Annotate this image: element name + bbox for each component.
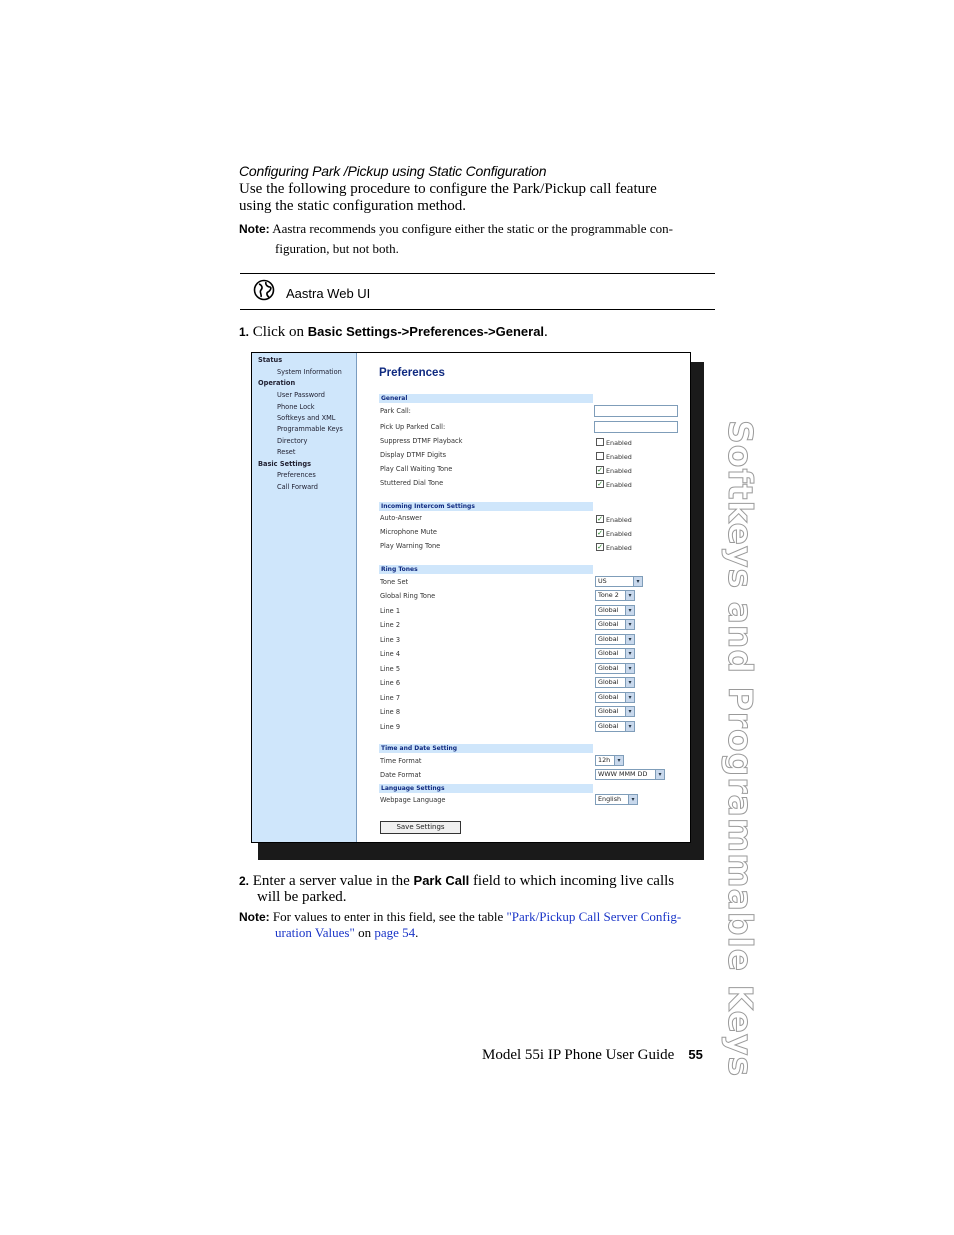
nav-operation[interactable]: Operation [258, 379, 296, 387]
line-select-value: Global [598, 722, 619, 730]
park-call-label: Park Call: [380, 407, 411, 415]
chevron-down-icon: ▾ [614, 756, 623, 765]
note-label: Note: [239, 910, 270, 924]
webpage-language-value: English [598, 795, 622, 803]
nav-basic-settings[interactable]: Basic Settings [258, 460, 311, 468]
line-select-value: Global [598, 635, 619, 643]
note-server-values [239, 909, 719, 941]
page-link[interactable]: page 54 [374, 925, 416, 940]
webpage-language-label: Webpage Language [380, 796, 446, 804]
line-7-select[interactable] [595, 692, 635, 703]
line-select-value: Global [598, 678, 619, 686]
banner-rule-bottom [240, 309, 715, 310]
chevron-down-icon: ▾ [625, 620, 634, 629]
step-1-text: Click on [252, 324, 308, 340]
auto-answer-checkbox[interactable]: ✓ [597, 515, 603, 523]
table-link[interactable]: "Park/Pickup Call Server Config- [506, 909, 682, 924]
chevron-down-icon: ▾ [625, 606, 634, 615]
chevron-down-icon: ▾ [625, 635, 634, 644]
step-1 [239, 324, 548, 341]
line-1-select[interactable] [595, 605, 635, 616]
line-2-label: Line 2 [380, 621, 401, 629]
nav-reset[interactable]: Reset [277, 448, 296, 456]
note-text-line-1: Aastra recommends you configure either the static or the programmable con- [272, 221, 673, 236]
time-format-label: Time Format [380, 757, 422, 765]
display-dtmf-checkbox[interactable] [596, 452, 604, 460]
chevron-down-icon: ▾ [625, 649, 634, 658]
line-5-label: Line 5 [380, 665, 401, 673]
date-format-value: WWW MMM DD [598, 770, 648, 778]
time-format-select[interactable] [595, 755, 624, 766]
play-call-waiting-checkbox[interactable]: ✓ [597, 466, 603, 474]
chevron-down-icon: ▾ [625, 678, 634, 687]
note-2-text: For values to enter in this field, see the table [272, 909, 507, 924]
web-ui-sidebar [252, 353, 357, 842]
line-4-select[interactable] [595, 648, 635, 659]
line-8-label: Line 8 [380, 708, 401, 716]
tone-set-value: US [598, 577, 607, 585]
line-1-label: Line 1 [380, 607, 401, 615]
date-format-label: Date Format [380, 771, 422, 779]
enabled-label: Enabled [606, 530, 632, 538]
stuttered-dial-checkbox[interactable]: ✓ [597, 480, 603, 488]
date-format-select[interactable] [595, 769, 665, 780]
nav-directory[interactable]: Directory [277, 437, 308, 445]
chevron-down-icon: ▾ [655, 770, 664, 779]
intro-paragraph [239, 181, 719, 215]
note-2-mid: on [354, 925, 375, 940]
page-number: 55 [688, 1047, 703, 1062]
chevron-down-icon: ▾ [625, 693, 634, 702]
nav-programmable-keys[interactable]: Programmable Keys [277, 425, 343, 433]
section-time-date: Time and Date Setting [379, 744, 593, 753]
nav-user-password[interactable]: User Password [277, 391, 325, 399]
line-select-value: Global [598, 606, 619, 614]
play-warning-label: Play Warning Tone [380, 542, 441, 550]
play-call-waiting-label: Play Call Waiting Tone [380, 465, 453, 473]
line-4-label: Line 4 [380, 650, 401, 658]
section-ring-tones: Ring Tones [379, 565, 593, 574]
global-ring-tone-label: Global Ring Tone [380, 592, 436, 600]
section-intercom: Incoming Intercom Settings [379, 502, 593, 511]
table-link-continued[interactable]: uration Values" [275, 925, 355, 940]
line-6-select[interactable] [595, 677, 635, 688]
nav-preferences[interactable]: Preferences [277, 471, 316, 479]
note-text-line-2: figuration, but not both. [275, 241, 399, 256]
line-9-select[interactable] [595, 721, 635, 732]
line-2-select[interactable] [595, 619, 635, 630]
note-label: Note: [239, 222, 270, 236]
enabled-label: Enabled [606, 544, 632, 552]
global-ring-tone-value: Tone 2 [598, 591, 619, 599]
nav-system-information[interactable]: System Information [277, 368, 342, 376]
tone-set-select[interactable] [595, 576, 643, 587]
chevron-down-icon: ▾ [625, 707, 634, 716]
chevron-down-icon: ▾ [633, 577, 642, 586]
banner-title: Aastra Web UI [286, 286, 371, 301]
enabled-label: Enabled [606, 467, 632, 475]
enabled-label: Enabled [606, 481, 632, 489]
chapter-title: Softkeys and Programmable Keys [721, 420, 760, 1078]
nav-softkeys-xml[interactable]: Softkeys and XML [277, 414, 336, 422]
chevron-down-icon: ▾ [628, 795, 637, 804]
footer-title: Model 55i IP Phone User Guide [482, 1047, 675, 1063]
intro-line-2: using the static configuration method. [239, 198, 467, 214]
intro-line-1: Use the following procedure to configure the Park/Pickup call feature [239, 181, 657, 197]
chapter-side-tab [700, 420, 790, 1078]
line-select-value: Global [598, 664, 619, 672]
step-2-line-2: will be parked. [257, 889, 347, 905]
park-call-field-name: Park Call [413, 873, 470, 888]
display-dtmf-label: Display DTMF Digits [380, 451, 447, 459]
play-warning-checkbox[interactable]: ✓ [597, 543, 603, 551]
nav-status[interactable]: Status [258, 356, 283, 364]
web-ui-screenshot [251, 352, 691, 843]
pickup-parked-call-input[interactable] [594, 421, 678, 433]
global-ring-tone-select[interactable] [595, 590, 635, 601]
banner-rule-top [240, 273, 715, 274]
line-select-value: Global [598, 707, 619, 715]
microphone-mute-checkbox[interactable]: ✓ [597, 529, 603, 537]
pickup-parked-call-label: Pick Up Parked Call: [380, 423, 446, 431]
enabled-label: Enabled [606, 439, 632, 447]
step-2-text-end: field to which incoming live calls [469, 873, 675, 889]
chevron-down-icon: ▾ [625, 591, 634, 600]
stuttered-dial-label: Stuttered Dial Tone [380, 479, 444, 487]
park-call-input[interactable] [594, 405, 678, 417]
note-static-config [239, 219, 719, 258]
section-general: General [379, 394, 593, 403]
line-8-select[interactable] [595, 706, 635, 717]
line-3-label: Line 3 [380, 636, 401, 644]
note-2-end: . [415, 925, 419, 940]
nav-call-forward[interactable]: Call Forward [277, 483, 318, 491]
step-number: 1. [239, 325, 250, 339]
globe-icon [253, 279, 275, 301]
step-number: 2. [239, 874, 250, 888]
page-footer [482, 1047, 703, 1064]
chevron-down-icon: ▾ [625, 664, 634, 673]
webpage-language-select[interactable] [595, 794, 638, 805]
step-2-text: Enter a server value in the [252, 873, 414, 889]
line-3-select[interactable] [595, 634, 635, 645]
menu-path: Basic Settings->Preferences->General [307, 324, 545, 339]
enabled-label: Enabled [606, 516, 632, 524]
line-7-label: Line 7 [380, 694, 401, 702]
line-select-value: Global [598, 693, 619, 701]
microphone-mute-label: Microphone Mute [380, 528, 437, 536]
tone-set-label: Tone Set [380, 578, 409, 586]
line-select-value: Global [598, 649, 619, 657]
section-language: Language Settings [379, 784, 593, 793]
line-9-label: Line 9 [380, 723, 401, 731]
line-6-label: Line 6 [380, 679, 401, 687]
auto-answer-label: Auto-Answer [380, 514, 422, 522]
chevron-down-icon: ▾ [625, 722, 634, 731]
line-select-value: Global [598, 620, 619, 628]
section-heading: Configuring Park /Pickup using Static Configuration [239, 163, 547, 179]
line-5-select[interactable] [595, 663, 635, 674]
suppress-dtmf-checkbox[interactable] [596, 438, 604, 446]
nav-phone-lock[interactable]: Phone Lock [277, 403, 315, 411]
time-format-value: 12h [598, 756, 611, 764]
step-1-suffix: . [544, 324, 548, 340]
preferences-title: Preferences [379, 367, 445, 379]
enabled-label: Enabled [606, 453, 632, 461]
save-settings-button[interactable]: Save Settings [380, 821, 461, 834]
step-2 [239, 873, 719, 905]
suppress-dtmf-label: Suppress DTMF Playback [380, 437, 463, 445]
